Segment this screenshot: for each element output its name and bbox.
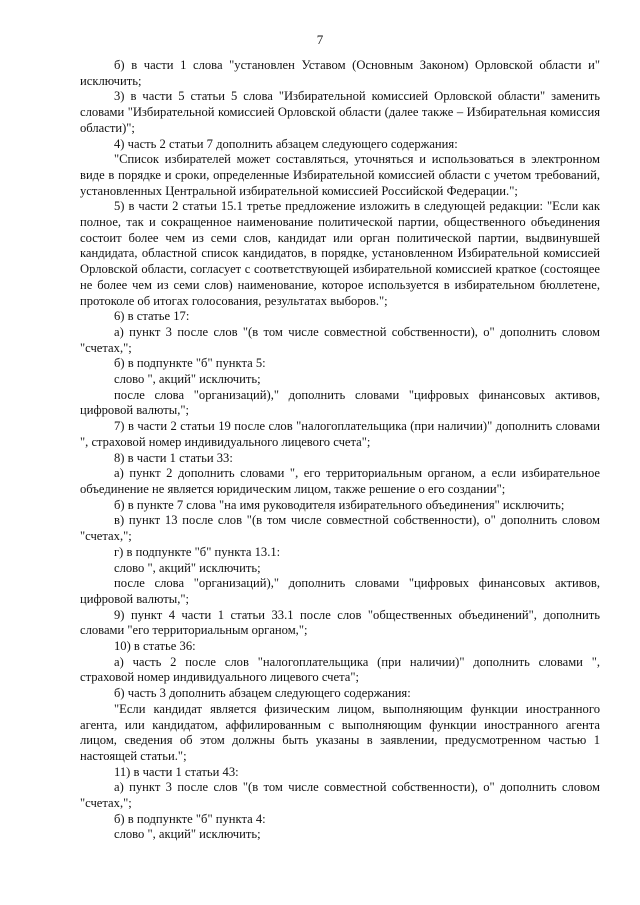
- paragraph: б) в подпункте "б" пункта 5:: [114, 356, 266, 371]
- paragraph: б) в пункте 7 слова "на имя руководителя избирательного объединения" исключить;: [114, 497, 565, 512]
- paragraph: слово ", акций" исключить;: [114, 372, 261, 387]
- paragraph: слово ", акций" исключить;: [114, 560, 261, 575]
- paragraph: б) в подпункте "б" пункта 4:: [114, 811, 266, 826]
- paragraph: б) в части 1 слова "установлен Уставом (Основным Законом) Орловской области и" исключить;: [80, 58, 600, 88]
- paragraph: 6) в статье 17:: [114, 309, 190, 324]
- paragraph: слово ", акций" исключить;: [114, 827, 261, 842]
- document-body: [80, 58, 600, 843]
- paragraph: 8) в части 1 статьи 33:: [114, 450, 233, 465]
- page-number: 7: [316, 32, 324, 47]
- paragraph: 5) в части 2 статьи 15.1 третье предложение изложить в следующей редакции: "Если как полное, так и сокращенное наименование политической партии, общественного объединения состоит более чем из семи слов, кандидат или орган политической партии, выдвинувшей кандидата, областной список кандидатов, в порядке, установленном Избирательной комиссией Орловской области, согласует с соответствующей избирательной комиссией краткое (состоящее не более чем из семи слов) наименование, которое используется в избирательном бюллетене, протоколе об итогах голосования, результатах выборов.";: [80, 199, 600, 308]
- paragraph: б) часть 3 дополнить абзацем следующего содержания:: [114, 686, 411, 701]
- paragraph: 9) пункт 4 части 1 статьи 33.1 после слов "общественных объединений", дополнить словами "его территориальным органом,";: [80, 607, 600, 638]
- paragraph: 10) в статье 36:: [114, 639, 196, 654]
- paragraph: а) пункт 3 после слов "(в том числе совместной собственности), о" дополнить словом "счетах,";: [80, 780, 600, 811]
- paragraph: а) пункт 3 после слов "(в том числе совместной собственности), о" дополнить словом "счетах,";: [80, 324, 600, 355]
- paragraph: 3) в части 5 статьи 5 слова "Избирательной комиссией Орловской области" заменить словами "Избирательной комиссией Орловской области (далее также – Избирательная комиссия области)";: [80, 89, 600, 135]
- paragraph: после слова "организаций)," дополнить словами "цифровых финансовых активов, цифровой валюты,";: [80, 576, 600, 606]
- paragraph: 4) часть 2 статьи 7 дополнить абзацем следующего содержания:: [114, 136, 458, 151]
- paragraph: г) в подпункте "б" пункта 13.1:: [114, 544, 281, 559]
- paragraph: 11) в части 1 статьи 43:: [114, 764, 239, 779]
- paragraph: после слова "организаций)," дополнить словами "цифровых финансовых активов, цифровой валюты,";: [80, 387, 600, 418]
- paragraph: а) пункт 2 дополнить словами ", его территориальным органом, а если избирательное объединение не является юридическим лицом, также решение о его создании";: [80, 466, 600, 496]
- paragraph: в) пункт 13 после слов "(в том числе совместной собственности), о" дополнить словом "счетах,";: [80, 513, 600, 544]
- paragraph: "Список избирателей может составляться, уточняться и использоваться в электронном виде в порядке и сроки, определенные Избирательной комиссией области с учетом требований, установленных Центральной избирательной комиссией Российской Федерации.";: [80, 152, 600, 198]
- paragraph: "Если кандидат является физическим лицом, выполняющим функции иностранного агента, или кандидатом, аффилированным с выполняющим функции иностранного агента лицом, сведения об этом должны быть указаны в заявлении, предусмотренном частью 1 настоящей статьи.";: [80, 701, 600, 763]
- paragraph: 7) в части 2 статьи 19 после слов "налогоплательщика (при наличии)" дополнить словами ", страховой номер индивидуального лицевого счета";: [80, 419, 600, 449]
- paragraph: а) часть 2 после слов "налогоплательщика (при наличии)" дополнить словами ", страховой номер индивидуального лицевого счета";: [80, 654, 600, 685]
